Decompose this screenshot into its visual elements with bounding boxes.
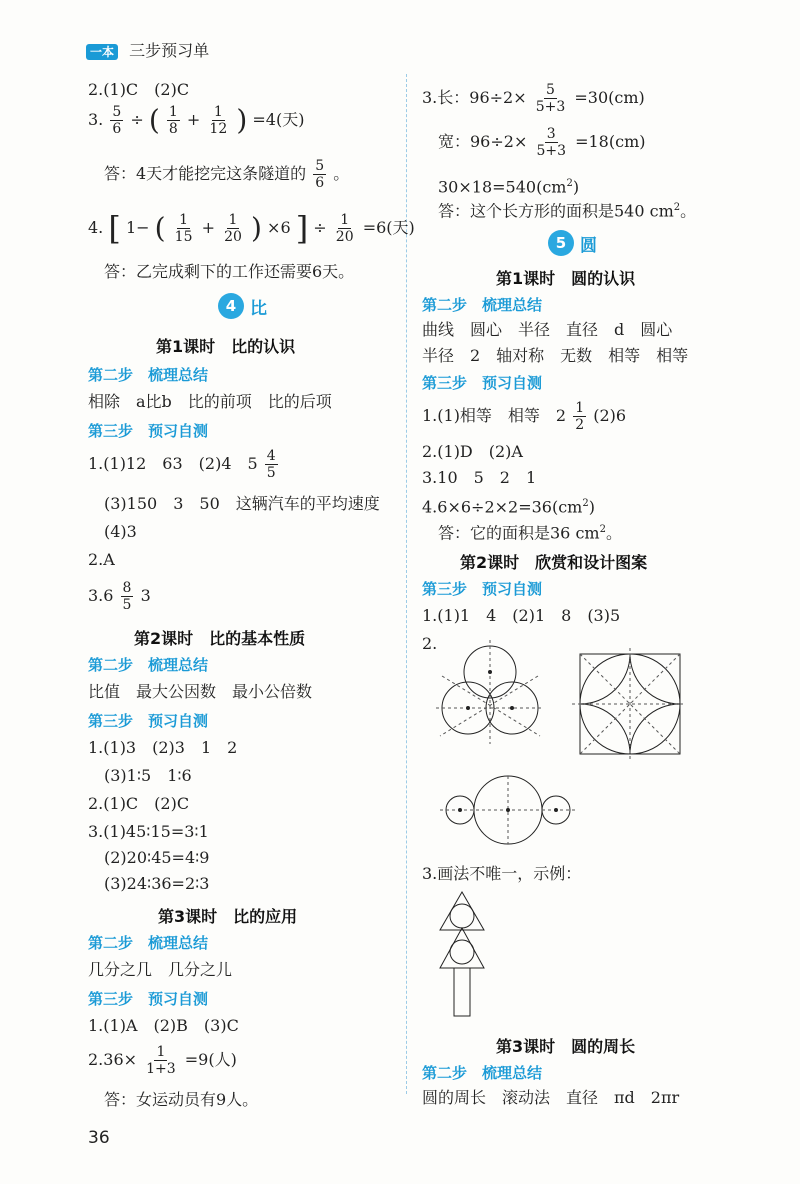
fraction: $\frac{5}{5+3}$: [535, 82, 566, 115]
fraction: $\frac{1}{2}$: [575, 400, 585, 433]
lesson-title: 第1课时 圆的认识: [496, 269, 636, 288]
fraction: $\frac{1}{20}$: [224, 212, 242, 245]
answer-line: 1.(1)1 4 (2)1 8 (3)5: [422, 606, 621, 625]
step-heading: 第二步 梳理总结: [422, 296, 543, 314]
square-arcs-figure: [572, 648, 686, 760]
step-heading: 第三步 预习自测: [88, 990, 209, 1008]
fraction: $\frac{1}{8}$: [168, 104, 178, 137]
header-title: 三步预习单: [129, 41, 210, 60]
fraction: $\frac{1}{12}$: [209, 104, 228, 137]
answer-4-conclusion: 答：乙完成剩下的工作还需要6天。: [104, 262, 355, 281]
step-heading: 第三步 预习自测: [88, 712, 209, 730]
summary-text: 曲线 圆心 半径 直径 d 圆心: [422, 320, 673, 339]
unit-number-badge: 5: [548, 230, 574, 256]
answer-line: 1.(1)相等 相等 2 $\frac{1}{2}$ (2)6: [422, 400, 627, 433]
answer-line: 答：它的面积是36 $cm^2$。: [438, 523, 622, 543]
step-heading: 第二步 梳理总结: [88, 656, 209, 674]
answer-line: $4.6\times 6\div 2\times 2=36(cm^2)$: [422, 497, 595, 517]
answer-line: 2.36× $\frac{1}{1+3}$ =9(人): [88, 1044, 237, 1077]
answer-4-formula: 4. [ 1− ( $\frac{1}{15}$ + $\frac{1}{20}$ ) ×6 ] ÷ $\frac{1}{20}$ =6(天): [88, 209, 415, 248]
answer-3-formula: 3. $\frac{5}{6}$ ÷ ( $\frac{1}{8}$ + $\frac{1}{12}$ ) =4(天): [88, 103, 305, 137]
fraction: $\frac{1}{20}$: [335, 212, 354, 245]
circles-row-figure: [440, 772, 576, 848]
unit-4-heading: 4 比: [218, 293, 267, 319]
page-header: [86, 38, 209, 61]
answer-line: 3.6 $\frac{8}{5}$ 3: [88, 580, 151, 613]
unit-5-heading: 5 圆: [548, 230, 597, 256]
summary-text: 几分之几 几分之儿: [88, 960, 233, 979]
answer-line: 宽：96÷2× $\frac{3}{5+3}$ =18(cm): [438, 126, 646, 159]
step-heading: 第二步 梳理总结: [88, 366, 209, 384]
answer-line: 答：这个长方形的面积是540 $cm^2$。: [438, 201, 697, 221]
answer-line: 1.(1)3 (2)3 1 2: [88, 738, 238, 757]
fraction: $\frac{5}{6}$: [315, 158, 325, 191]
fraction: $\frac{1}{1+3}$: [146, 1044, 176, 1077]
lesson-title: 第1课时 比的认识: [156, 337, 296, 356]
page-number: 36: [88, 1128, 110, 1148]
answer-line: 1.(1)12 63 (2)4 5 $\frac{4}{5}$: [88, 448, 276, 481]
answer-line: 2.A: [88, 550, 115, 569]
answer-line: 1.(1)A (2)B (3)C: [88, 1016, 239, 1035]
answer-line: (3)24∶36=2∶3: [104, 874, 210, 893]
answer-2: 2.(1)C (2)C: [88, 80, 190, 99]
step-heading: 第三步 预习自测: [88, 422, 209, 440]
fraction: $\frac{3}{5+3}$: [536, 126, 566, 159]
lesson-title: 第3课时 比的应用: [158, 907, 298, 926]
answer-line: (3)150 3 50 这辆汽车的平均速度: [104, 494, 380, 513]
summary-text: 比值 最大公因数 最小公倍数: [88, 682, 313, 701]
step-heading: 第三步 预习自测: [422, 374, 543, 392]
lesson-title: 第2课时 欣赏和设计图案: [460, 553, 648, 572]
fraction: $\frac{4}{5}$: [266, 448, 276, 481]
answer-line: (2)20∶45=4∶9: [104, 848, 210, 867]
triangle-tower-figure: [434, 888, 490, 1018]
step-heading: 第二步 梳理总结: [422, 1064, 543, 1082]
answer-line: 2.(1)D (2)A: [422, 442, 523, 461]
answer-line: 3.10 5 2 1: [422, 468, 537, 487]
lesson-title: 第3课时 圆的周长: [496, 1037, 636, 1056]
brand-logo: 一本: [86, 44, 118, 60]
answer-line: 3.长：96÷2× $\frac{5}{5+3}$ =30(cm): [422, 82, 645, 115]
answer-line: 3.(1)45∶15=3∶1: [88, 822, 209, 841]
answer-line: 答：女运动员有9人。: [104, 1090, 259, 1109]
fraction: $\frac{1}{15}$: [174, 212, 193, 245]
answer-line: $30\times 18=540(cm^2)$: [438, 177, 580, 197]
three-circles-figure: [432, 636, 548, 746]
answer-3-conclusion: 答：4天才能挖完这条隧道的 $\frac{5}{6}$ 。: [104, 158, 350, 191]
summary-text: 圆的周长 滚动法 直径 πd 2πr: [422, 1088, 680, 1107]
answer-line: (4)3: [104, 522, 137, 541]
answer-line: 2.(1)C (2)C: [88, 794, 190, 813]
summary-text: 半径 2 轴对称 无数 相等 相等: [422, 346, 689, 365]
answer-line: 3.画法不唯一，示例：: [422, 864, 582, 883]
step-heading: 第三步 预习自测: [422, 580, 543, 598]
answer-line: 2.: [422, 634, 438, 653]
summary-text: 相除 a比b 比的前项 比的后项: [88, 392, 332, 411]
fraction: $\frac{5}{6}$: [112, 104, 122, 137]
fraction: $\frac{8}{5}$: [122, 580, 132, 613]
step-heading: 第二步 梳理总结: [88, 934, 209, 952]
lesson-title: 第2课时 比的基本性质: [134, 629, 306, 648]
answer-line: (3)1∶5 1∶6: [104, 766, 192, 785]
unit-number-badge: 4: [218, 293, 244, 319]
